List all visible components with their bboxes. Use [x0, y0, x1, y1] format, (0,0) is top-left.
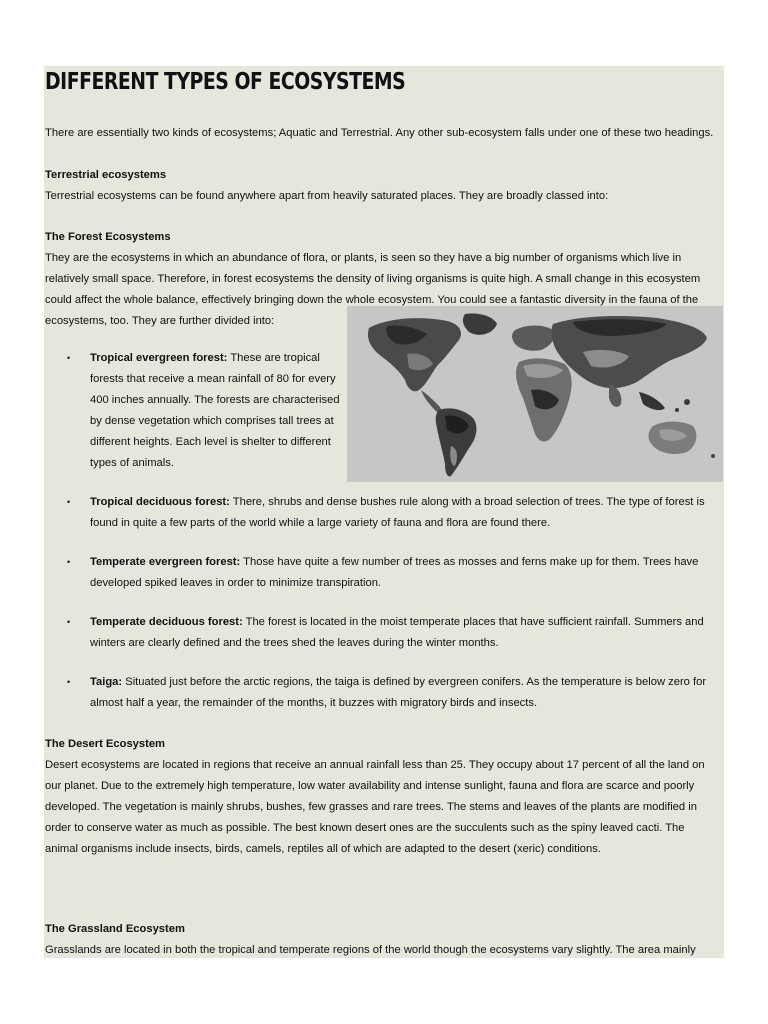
paragraph-line: ecosystems, too. They are further divided into:: [45, 315, 275, 327]
grassland-paragraph: [45, 940, 696, 961]
item-label: Temperate evergreen forest:: [90, 556, 241, 568]
item-label: Taiga:: [90, 676, 123, 688]
item-text: by dense vegetation which comprises tall trees at: [90, 415, 334, 427]
item-text: different heights. Each level is shelter to different: [90, 436, 331, 448]
paragraph-line: Grasslands are located in both the tropical and temperate regions of the world though the ecosystems vary slightly. The area mainly: [45, 944, 696, 956]
item-label: Tropical evergreen forest:: [90, 352, 228, 364]
bullet-icon: •: [67, 353, 71, 363]
terrestrial-text: Terrestrial ecosystems can be found anywhere apart from heavily saturated places. They are broadly classed into:: [45, 190, 609, 202]
item-text: Those have quite a few number of trees as mosses and ferns make up for them. Trees have: [240, 556, 699, 568]
grassland-heading: The Grassland Ecosystem: [45, 923, 185, 935]
bullet-icon: •: [67, 557, 71, 567]
paragraph-line: could affect the whole balance, effectively bringing down the whole ecosystem. You could see a fantastic diversity in the fauna of the: [45, 294, 699, 306]
item-text: These are tropical: [227, 352, 320, 364]
bullet-icon: •: [67, 677, 71, 687]
bullet-icon: •: [67, 497, 71, 507]
world-map-icon: [347, 306, 723, 482]
paragraph-line: relatively small space. Therefore, in forest ecosystems the density of living organisms is quite high. A small change in this ecosystem: [45, 273, 701, 285]
item-text: almost half a year, the remainder of the months, it buzzes with migratory birds and insects.: [90, 697, 538, 709]
world-map-image: [347, 306, 723, 482]
item-text: developed spiked leaves in order to minimize transpiration.: [90, 577, 382, 589]
item-text: 400 inches annually. The forests are characterised: [90, 394, 340, 406]
item-text: There, shrubs and dense bushes rule along with a broad selection of trees. The type of forest is: [229, 496, 705, 508]
paragraph-line: order to conserve water as much as possible. The best known desert ones are the succulents such as the spiny leaved cacti. The: [45, 822, 685, 834]
paragraph-line: developed. The vegetation is mainly shrubs, bushes, few grasses and rare trees. The stems and leaves of the plants are modified in: [45, 801, 697, 813]
item-text: found in quite a few parts of the world while a large variety of fauna and flora are found there.: [90, 517, 551, 529]
page-title: DIFFERENT TYPES OF ECOSYSTEMS: [45, 69, 406, 95]
desert-paragraph: [45, 755, 705, 860]
desert-heading: The Desert Ecosystem: [45, 738, 166, 750]
item-text: The forest is located in the moist temperate places that have sufficient rainfall. Summers and: [242, 616, 704, 628]
terrestrial-heading: Terrestrial ecosystems: [45, 169, 167, 181]
paragraph-line: They are the ecosystems in which an abundance of flora, or plants, is seen so they have a big number of organisms which live in: [45, 252, 682, 264]
intro-paragraph: There are essentially two kinds of ecosystems; Aquatic and Terrestrial. Any other sub-ecosystem falls under one of these two headings.: [45, 127, 714, 139]
forest-heading: The Forest Ecosystems: [45, 231, 171, 243]
paragraph-line: Desert ecosystems are located in regions that receive an annual rainfall less than 25. They occupy about 17 percent of all the land on: [45, 759, 705, 771]
item-text: Situated just before the arctic regions, the taiga is defined by evergreen conifers. As the temperature is below zero for: [122, 676, 707, 688]
bullet-icon: •: [67, 617, 71, 627]
item-text: forests that receive a mean rainfall of 80 for every: [90, 373, 336, 385]
item-text: winters are clearly defined and the trees shed the leaves during the winter months.: [90, 637, 499, 649]
item-text: types of animals.: [90, 457, 174, 469]
item-label: Temperate deciduous forest:: [90, 616, 243, 628]
paragraph-line: our planet. Due to the extremely high temperature, low water availability and intense sunlight, fauna and flora are scarce and poorly: [45, 780, 695, 792]
item-label: Tropical deciduous forest:: [90, 496, 230, 508]
paragraph-line: animal organisms include insects, birds, camels, reptiles all of which are adapted to the desert (xeric) conditions.: [45, 843, 601, 855]
